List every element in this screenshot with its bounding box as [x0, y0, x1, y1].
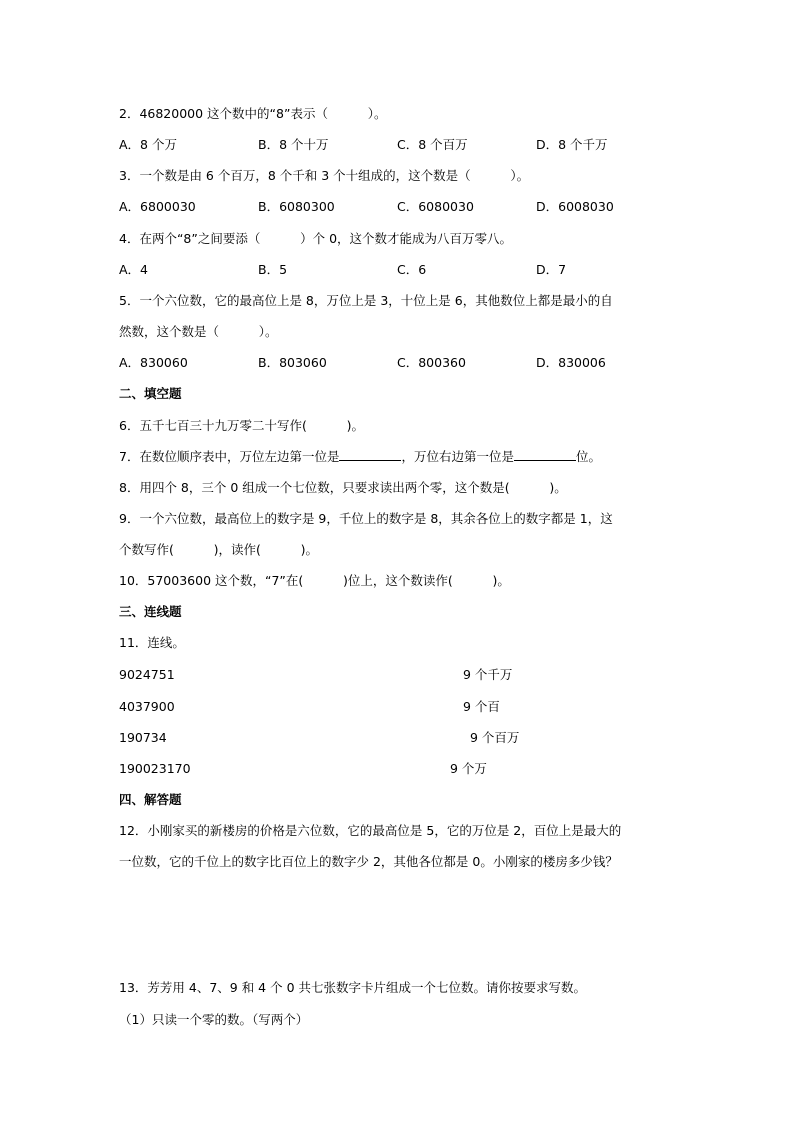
q2-option-c: C．8 个百万	[397, 137, 468, 152]
q4-option-a: A．4	[119, 262, 149, 277]
section-fill-in-heading: 二、填空题	[119, 386, 182, 401]
q13-line1: 13．芳芳用 4、7、9 和 4 个 0 共七张数字卡片组成一个七位数。请你按要求写数。	[119, 980, 587, 995]
q7-part1: 7．在数位顺序表中，万位左边第一位是	[119, 449, 340, 464]
q11-right-item: 9 个百万	[470, 730, 520, 745]
q4-option-d: D．7	[536, 262, 567, 277]
q2-option-b: B．8 个十万	[258, 137, 329, 152]
q3-stem: 3．一个数是由 6 个百万，8 个千和 3 个十组成的，这个数是（ ）。	[119, 168, 530, 183]
q5-option-b: B．803060	[258, 355, 327, 370]
q5-option-c: C．800360	[397, 355, 466, 370]
q11-title: 11．连线。	[119, 635, 185, 650]
q11-right-item: 9 个千万	[463, 667, 513, 682]
q5-stem-line1: 5．一个六位数，它的最高位上是 8，万位上是 3，十位上是 6，其他数位上都是最小的自	[119, 293, 613, 308]
q11-left-item: 190023170	[119, 761, 191, 776]
q5-option-d: D．830006	[536, 355, 606, 370]
q3-option-a: A．6800030	[119, 199, 196, 214]
q4-stem: 4．在两个“8”之间要添（ ）个 0，这个数才能成为八百万零八。	[119, 231, 513, 246]
q13-sub1: （1）只读一个零的数。（写两个）	[119, 1012, 309, 1027]
q12-line1: 12．小刚家买的新楼房的价格是六位数，它的最高位是 5，它的万位是 2，百位上是最大的	[119, 823, 622, 838]
q4-option-c: C．6	[397, 262, 427, 277]
q3-option-c: C．6080030	[397, 199, 474, 214]
q8-text: 8．用四个 8，三个 0 组成一个七位数，只要求读出两个零，这个数是( )。	[119, 480, 567, 495]
q2-option-a: A．8 个万	[119, 137, 177, 152]
q11-right-item: 9 个万	[450, 761, 487, 776]
section-matching-heading: 三、连线题	[119, 604, 182, 619]
q12-line2: 一位数，它的千位上的数字比百位上的数字少 2，其他各位都是 0。小刚家的楼房多少钱？	[119, 854, 618, 869]
section-word-problem-heading: 四、解答题	[119, 792, 182, 807]
q7-part3: 位。	[575, 449, 601, 464]
q7-text	[119, 448, 601, 466]
q11-left-item: 4037900	[119, 699, 175, 714]
q3-option-b: B．6080300	[258, 199, 335, 214]
q11-left-item: 190734	[119, 730, 167, 745]
q7-blank-2	[514, 448, 576, 461]
q6-text: 6．五千七百三十九万零二十写作( )。	[119, 418, 364, 433]
q5-stem-line2: 然数，这个数是（ ）。	[119, 324, 278, 339]
q7-blank-1	[339, 448, 401, 461]
q11-left-item: 9024751	[119, 667, 175, 682]
q3-option-d: D．6008030	[536, 199, 614, 214]
q5-option-a: A．830060	[119, 355, 188, 370]
q11-right-item: 9 个百	[463, 699, 500, 714]
q2-stem: 2．46820000 这个数中的“8”表示（ ）。	[119, 106, 387, 121]
q9-line1: 9．一个六位数，最高位上的数字是 9，千位上的数字是 8，其余各位上的数字都是 1，这	[119, 511, 613, 526]
q10-text: 10．57003600 这个数，“7”在( )位上，这个数读作( )。	[119, 573, 510, 588]
q7-part2: ，万位右边第一位是	[401, 449, 514, 464]
q4-option-b: B．5	[258, 262, 288, 277]
q2-option-d: D．8 个千万	[536, 137, 608, 152]
q9-line2: 个数写作( )，读作( )。	[119, 542, 318, 557]
